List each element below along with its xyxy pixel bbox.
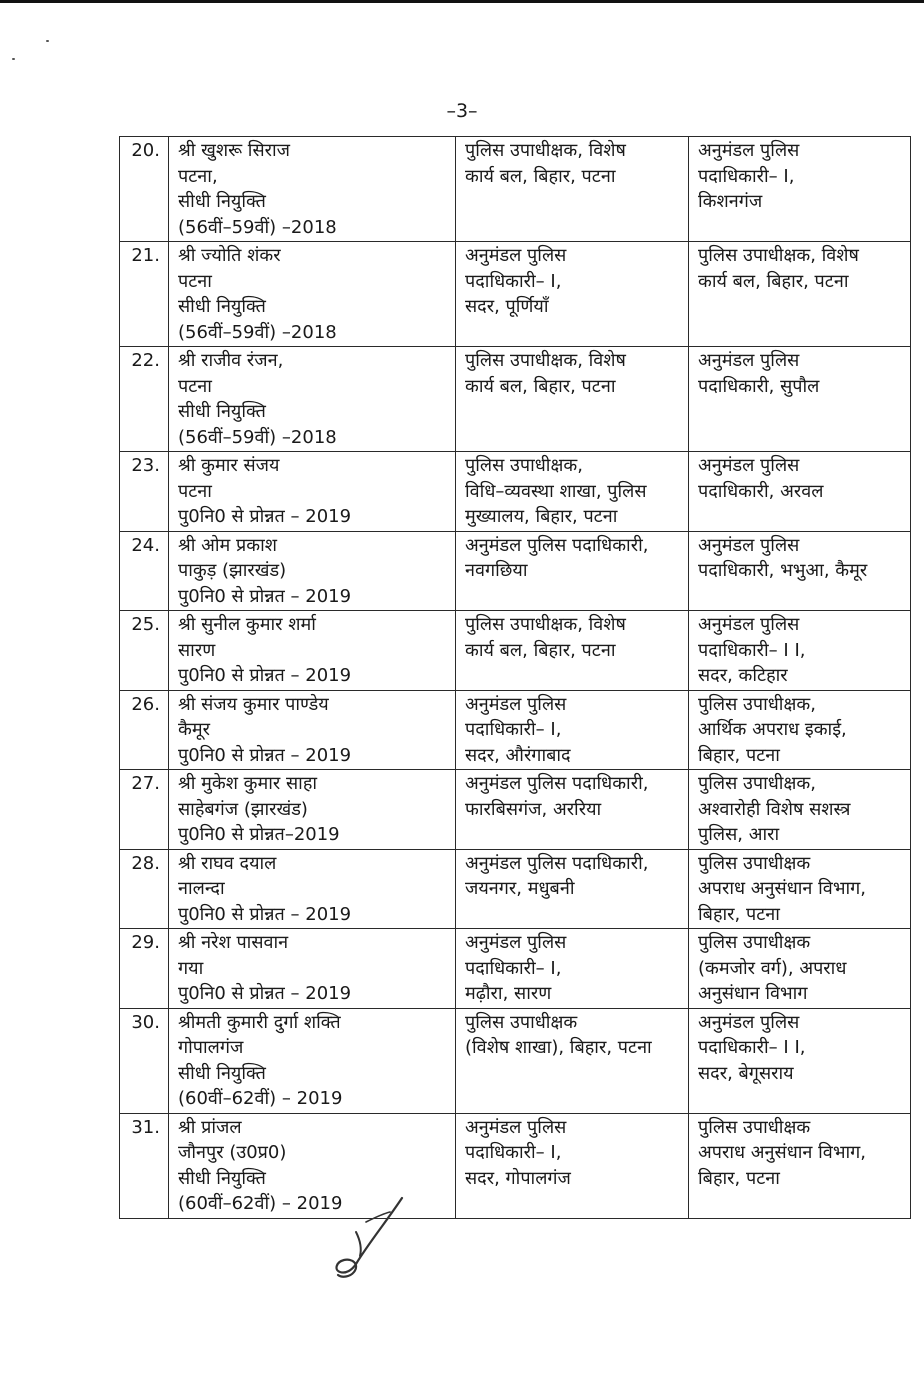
current-posting-cell xyxy=(456,929,689,1009)
table-row xyxy=(120,531,911,611)
current-posting-cell xyxy=(456,1008,689,1113)
new-posting-line: बिहार, पटना xyxy=(698,1167,780,1189)
serial-number-cell: 28. xyxy=(120,849,169,929)
new-posting-cell xyxy=(689,690,911,770)
officer-line: पु0नि0 से प्रोन्नत – 2019 xyxy=(178,744,352,766)
new-posting-line: कार्य बल, बिहार, पटना xyxy=(698,270,849,292)
officer-line: कैमूर xyxy=(178,719,210,740)
officer-line: जौनपुर (उ0प्र0) xyxy=(178,1142,287,1163)
new-posting-cell xyxy=(689,611,911,691)
new-posting-line: पदाधिकारी– I, xyxy=(698,165,795,187)
serial-number-cell: 20. xyxy=(120,137,169,242)
officer-line: पु0नि0 से प्रोन्नत – 2019 xyxy=(178,983,352,1004)
officer-cell xyxy=(169,242,456,347)
officer-line: श्री कुमार संजय xyxy=(178,455,280,476)
officer-cell xyxy=(169,1008,456,1113)
current-posting-line: अनुमंडल पुलिस xyxy=(465,932,567,953)
current-posting-line: पुलिस उपाधीक्षक, xyxy=(465,455,583,476)
new-posting-cell xyxy=(689,770,911,850)
table-row xyxy=(120,929,911,1009)
new-posting-line: पुलिस उपाधीक्षक, xyxy=(698,773,816,794)
table-row xyxy=(120,452,911,532)
officer-line: (60वीं–62वीं) – 2019 xyxy=(178,1193,343,1214)
officer-line: गोपालगंज xyxy=(178,1037,244,1058)
table-row xyxy=(120,1008,911,1113)
officer-line: सीधी नियुक्ति xyxy=(178,401,266,422)
current-posting-line: पदाधिकारी– I, xyxy=(465,1142,562,1163)
officer-cell xyxy=(169,770,456,850)
officer-line: पटना xyxy=(178,375,212,397)
officer-cell xyxy=(169,452,456,532)
officer-line: पटना xyxy=(178,270,212,292)
new-posting-line: पुलिस उपाधीक्षक xyxy=(698,1116,811,1138)
new-posting-line: पुलिस उपाधीक्षक xyxy=(698,932,811,953)
current-posting-line: विधि–व्यवस्था शाखा, पुलिस xyxy=(465,480,647,502)
new-posting-line: अनुमंडल पुलिस xyxy=(698,350,800,371)
new-posting-line: पदाधिकारी, सुपौल xyxy=(698,375,820,397)
serial-number-cell: 25. xyxy=(120,611,169,691)
current-posting-line: अनुमंडल पुलिस पदाधिकारी, xyxy=(465,534,649,556)
scan-edge xyxy=(0,0,924,3)
new-posting-line: अनुमंडल पुलिस xyxy=(698,614,800,635)
officer-line: श्री राजीव रंजन, xyxy=(178,350,284,371)
current-posting-line: कार्य बल, बिहार, पटना xyxy=(465,165,616,187)
new-posting-line: अनुसंधान विभाग xyxy=(698,983,808,1004)
new-posting-line: बिहार, पटना xyxy=(698,903,780,925)
officer-line: सीधी नियुक्ति xyxy=(178,1062,266,1084)
officer-cell xyxy=(169,137,456,242)
new-posting-line: पदाधिकारी, भभुआ, कैमूर xyxy=(698,560,868,581)
serial-number-cell: 23. xyxy=(120,452,169,532)
new-posting-line: पुलिस उपाधीक्षक, xyxy=(698,693,816,715)
officer-cell xyxy=(169,849,456,929)
current-posting-line: अनुमंडल पुलिस xyxy=(465,245,567,266)
officer-line: पु0नि0 से प्रोन्नत–2019 xyxy=(178,824,340,845)
new-posting-line: पुलिस उपाधीक्षक, विशेष xyxy=(698,245,859,266)
new-posting-cell xyxy=(689,1113,911,1218)
officer-line: पाकुड़ (झारखंड) xyxy=(178,560,287,581)
officer-line: (56वीं–59वीं) –2018 xyxy=(178,321,337,343)
current-posting-line: फारबिसगंज, अररिया xyxy=(465,798,602,820)
scan-speck xyxy=(46,40,49,42)
officer-line: पु0नि0 से प्रोन्नत – 2019 xyxy=(178,665,352,686)
handwritten-signature xyxy=(316,1192,426,1282)
officer-line: श्री ज्योति शंकर xyxy=(178,245,281,266)
current-posting-line: (विशेष शाखा), बिहार, पटना xyxy=(465,1037,652,1058)
officer-cell xyxy=(169,690,456,770)
officer-line: श्री ओम प्रकाश xyxy=(178,534,277,556)
new-posting-cell xyxy=(689,929,911,1009)
table-row xyxy=(120,242,911,347)
current-posting-line: पदाधिकारी– I, xyxy=(465,957,562,979)
officer-line: नालन्दा xyxy=(178,878,225,899)
current-posting-cell xyxy=(456,137,689,242)
officer-line: साहेबगंज (झारखंड) xyxy=(178,798,308,820)
current-posting-cell xyxy=(456,531,689,611)
current-posting-cell xyxy=(456,242,689,347)
officer-line: पु0नि0 से प्रोन्नत – 2019 xyxy=(178,585,352,607)
officer-line: गया xyxy=(178,957,204,979)
officer-line: (60वीं–62वीं) – 2019 xyxy=(178,1088,343,1109)
officer-line: पु0नि0 से प्रोन्नत – 2019 xyxy=(178,903,352,925)
officer-line: श्री राघव दयाल xyxy=(178,852,277,874)
current-posting-cell xyxy=(456,849,689,929)
officer-line: सीधी नियुक्ति xyxy=(178,191,266,212)
table-row xyxy=(120,611,911,691)
current-posting-cell xyxy=(456,770,689,850)
new-posting-line: अनुमंडल पुलिस xyxy=(698,140,800,161)
officer-line: सीधी नियुक्ति xyxy=(178,1167,266,1189)
current-posting-line: मढ़ौरा, सारण xyxy=(465,983,552,1004)
officer-line: पटना xyxy=(178,480,212,502)
new-posting-cell xyxy=(689,137,911,242)
current-posting-cell xyxy=(456,452,689,532)
new-posting-line: अपराध अनुसंधान विभाग, xyxy=(698,878,866,899)
new-posting-line: बिहार, पटना xyxy=(698,744,780,766)
current-posting-line: सदर, औरंगाबाद xyxy=(465,744,571,766)
table-row xyxy=(120,137,911,242)
table-row xyxy=(120,347,911,452)
officer-cell xyxy=(169,929,456,1009)
current-posting-line: पुलिस उपाधीक्षक, विशेष xyxy=(465,350,626,371)
new-posting-line: सदर, बेगूसराय xyxy=(698,1062,794,1084)
current-posting-line: अनुमंडल पुलिस पदाधिकारी, xyxy=(465,852,649,874)
officer-line: सारण xyxy=(178,639,216,661)
current-posting-line: जयनगर, मधुबनी xyxy=(465,878,575,899)
new-posting-line: अपराध अनुसंधान विभाग, xyxy=(698,1142,866,1163)
new-posting-line: पदाधिकारी– I I, xyxy=(698,1037,806,1058)
officer-line: श्री प्रांजल xyxy=(178,1116,242,1138)
new-posting-line: अनुमंडल पुलिस xyxy=(698,455,800,476)
officer-cell xyxy=(169,531,456,611)
serial-number-cell: 31. xyxy=(120,1113,169,1218)
table-row xyxy=(120,849,911,929)
current-posting-line: मुख्यालय, बिहार, पटना xyxy=(465,506,618,527)
current-posting-line: कार्य बल, बिहार, पटना xyxy=(465,375,616,397)
table-row xyxy=(120,690,911,770)
serial-number-cell: 26. xyxy=(120,690,169,770)
transfer-table-body xyxy=(120,137,911,1219)
new-posting-cell xyxy=(689,242,911,347)
table-row xyxy=(120,1113,911,1218)
new-posting-line: पुलिस उपाधीक्षक xyxy=(698,852,811,874)
new-posting-cell xyxy=(689,1008,911,1113)
officer-line: पटना, xyxy=(178,165,218,187)
current-posting-line: अनुमंडल पुलिस पदाधिकारी, xyxy=(465,773,649,794)
new-posting-cell xyxy=(689,849,911,929)
current-posting-line: सदर, पूर्णियाँ xyxy=(465,296,549,317)
current-posting-line: पुलिस उपाधीक्षक xyxy=(465,1011,578,1033)
scan-speck xyxy=(12,58,15,60)
new-posting-line: अनुमंडल पुलिस xyxy=(698,534,800,556)
officer-line: श्री मुकेश कुमार साहा xyxy=(178,773,318,794)
officer-cell xyxy=(169,611,456,691)
serial-number-cell: 21. xyxy=(120,242,169,347)
serial-number-cell: 22. xyxy=(120,347,169,452)
current-posting-line: सदर, गोपालगंज xyxy=(465,1167,571,1189)
current-posting-line: पदाधिकारी– I, xyxy=(465,719,562,740)
current-posting-line: कार्य बल, बिहार, पटना xyxy=(465,639,616,661)
officer-line: श्री संजय कुमार पाण्डेय xyxy=(178,693,329,715)
new-posting-cell xyxy=(689,452,911,532)
current-posting-cell xyxy=(456,611,689,691)
officer-line: (56वीं–59वीं) –2018 xyxy=(178,426,337,448)
current-posting-cell xyxy=(456,690,689,770)
new-posting-line: अनुमंडल पुलिस xyxy=(698,1011,800,1033)
table-row xyxy=(120,770,911,850)
new-posting-line: किशनगंज xyxy=(698,191,763,212)
serial-number-cell: 27. xyxy=(120,770,169,850)
current-posting-cell xyxy=(456,1113,689,1218)
new-posting-line: अश्वारोही विशेष सशस्त्र xyxy=(698,798,851,820)
officer-line: सीधी नियुक्ति xyxy=(178,296,266,317)
current-posting-cell xyxy=(456,347,689,452)
serial-number-cell: 29. xyxy=(120,929,169,1009)
officer-line: (56वीं–59वीं) –2018 xyxy=(178,216,337,238)
new-posting-line: (कमजोर वर्ग), अपराध xyxy=(698,957,847,979)
officer-line: श्रीमती कुमारी दुर्गा शक्ति xyxy=(178,1011,341,1033)
serial-number-cell: 24. xyxy=(120,531,169,611)
new-posting-cell xyxy=(689,531,911,611)
officer-cell xyxy=(169,347,456,452)
new-posting-line: पदाधिकारी, अरवल xyxy=(698,480,824,502)
new-posting-cell xyxy=(689,347,911,452)
officer-line: श्री सुनील कुमार शर्मा xyxy=(178,614,316,635)
new-posting-line: सदर, कटिहार xyxy=(698,665,788,686)
new-posting-line: पुलिस, आरा xyxy=(698,824,780,845)
current-posting-line: पुलिस उपाधीक्षक, विशेष xyxy=(465,140,626,161)
serial-number-cell: 30. xyxy=(120,1008,169,1113)
new-posting-line: आर्थिक अपराध इकाई, xyxy=(698,719,847,740)
current-posting-line: अनुमंडल पुलिस xyxy=(465,1116,567,1138)
officer-line: पु0नि0 से प्रोन्नत – 2019 xyxy=(178,506,352,527)
current-posting-line: अनुमंडल पुलिस xyxy=(465,693,567,715)
transfer-table xyxy=(119,136,911,1219)
current-posting-line: नवगछिया xyxy=(465,560,528,581)
current-posting-line: पुलिस उपाधीक्षक, विशेष xyxy=(465,614,626,635)
page-number: –3– xyxy=(446,100,478,122)
new-posting-line: पदाधिकारी– I I, xyxy=(698,639,806,661)
officer-line: श्री नरेश पासवान xyxy=(178,932,289,953)
officer-line: श्री खुशरू सिराज xyxy=(178,140,291,161)
current-posting-line: पदाधिकारी– I, xyxy=(465,270,562,292)
